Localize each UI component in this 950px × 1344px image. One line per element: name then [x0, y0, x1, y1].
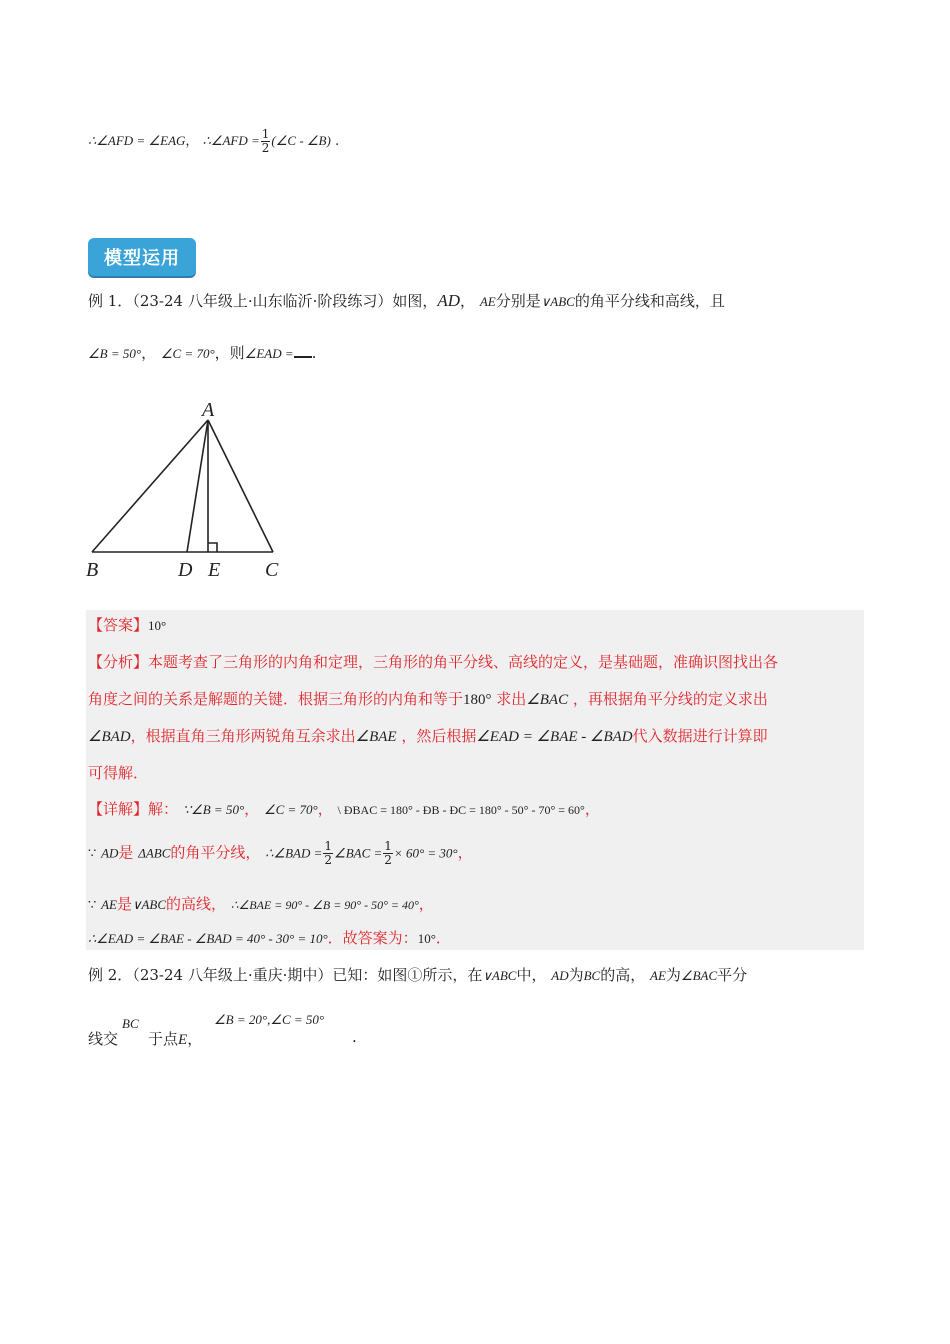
example1-text3: ，则 [214, 344, 245, 362]
intro-eq1: ∴∠AFD = ∠EAG [88, 133, 186, 148]
answer-tag: 【答案】 [88, 616, 149, 634]
intro-eq2-prefix: ∴∠AFD = [202, 133, 260, 148]
answer-blank [294, 342, 312, 358]
example2-end: . [352, 1028, 357, 1046]
detail-fraction-2: $\frac{1}{2}$ [384, 839, 392, 867]
detail-line1: 【详解】解： ∵∠B = 50°， ∠C = 70°， \ ÐBAC = 180° - ÐB - ÐC = 180° - 50° - 70° = 60°， [88, 800, 600, 818]
analysis-line2: 角度之间的关系是解题的关键．根据三角形的内角和等于180° 求出∠BAC ，再根据角平分线的定义求出 [88, 690, 768, 708]
answer-value: 10° [148, 618, 167, 633]
example1-ad: AD [437, 291, 461, 310]
example1-angle-b: ∠B = 50° [88, 346, 142, 361]
example1-line1: 例 1．（23-24 八年级上·山东临沂·阶段练习）如图，AD， AE分别是∨ABC的角平分线和高线，且 [88, 291, 725, 310]
detail-tag: 【详解】 [88, 800, 149, 818]
intro-line [88, 128, 339, 155]
label-d: D [178, 559, 193, 581]
example2-line1: 例 2．（23-24 八年级上·重庆·期中）已知：如图①所示，在∨ABC中， AD为BC的高， AE为∠BAC平分 [88, 966, 748, 984]
example1-ead: ∠EAD = [244, 346, 294, 361]
answer-line [88, 614, 166, 635]
example1-angle-c: ∠C = 70° [160, 346, 215, 361]
detail-fraction-1: $\frac{1}{2}$ [324, 839, 333, 867]
example2-line2b: 于点E， [148, 1030, 203, 1048]
triangle-figure [80, 396, 300, 586]
label-e: E [208, 559, 221, 581]
detail-line2: ∵ AD是 ΔABC的角平分线， ∴∠BAD = $\frac{1}{2}$ ∠BAC = $\frac{1}{2}$ × 60° = 30°， [88, 839, 473, 867]
label-a: A [202, 399, 215, 421]
intro-fraction: $\frac{1}{2}$ [261, 127, 270, 155]
section-badge: 模型运用 [88, 238, 196, 276]
example1-text2: 的角平分线和高线，且 [574, 292, 725, 310]
example2-label: 例 2． [88, 966, 133, 984]
analysis-line3: ∠BAD，根据直角三角形两锐角互余求出∠BAE ，然后根据∠EAD = ∠BAE - ∠BAD代入数据进行计算即 [88, 727, 768, 745]
detail-line4: ∴∠EAD = ∠BAE - ∠BAD = 40° - 30° = 10°．故答案为：10°． [88, 929, 451, 947]
analysis-tag: 【分析】 [88, 653, 149, 671]
example2-angles: ∠B = 20°,∠C = 50° [214, 1012, 325, 1027]
label-b: B [86, 559, 99, 581]
label-c: C [265, 559, 279, 581]
detail-line3: ∵ AE是∨ABC的高线， ∴∠BAE = 90° - ∠B = 90° - 50° = 40°， [88, 895, 434, 913]
intro-eq2-suffix: (∠C - ∠B) [271, 133, 331, 148]
right-angle-mark [208, 543, 217, 552]
example1-line2: ∠B = 50°， ∠C = 70°，则∠EAD = . [88, 344, 317, 362]
example1-ae: AE [479, 294, 496, 309]
intro-sep: ， [185, 134, 199, 149]
example2-line2: 线交 [88, 1030, 119, 1048]
example1-triangle: ∨ABC [540, 294, 575, 309]
analysis-line1: 【分析】本题考查了三角形的内角和定理，三角形的角平分线、高线的定义，是基础题，准确识图找出各 [88, 653, 779, 671]
example2-bc: BC [122, 1016, 139, 1031]
intro-end: . [334, 134, 340, 149]
analysis-line4: 可得解． [88, 764, 149, 782]
side-ac [208, 420, 273, 552]
example2-source: （23-24 八年级上·重庆·期中）已知：如图①所示，在 [132, 966, 483, 984]
example1-label: 例 1． [88, 292, 133, 310]
example1-source: （23-24 八年级上·山东临沂·阶段练习）如图， [132, 292, 438, 310]
example1-text1: 分别是 [495, 292, 541, 310]
